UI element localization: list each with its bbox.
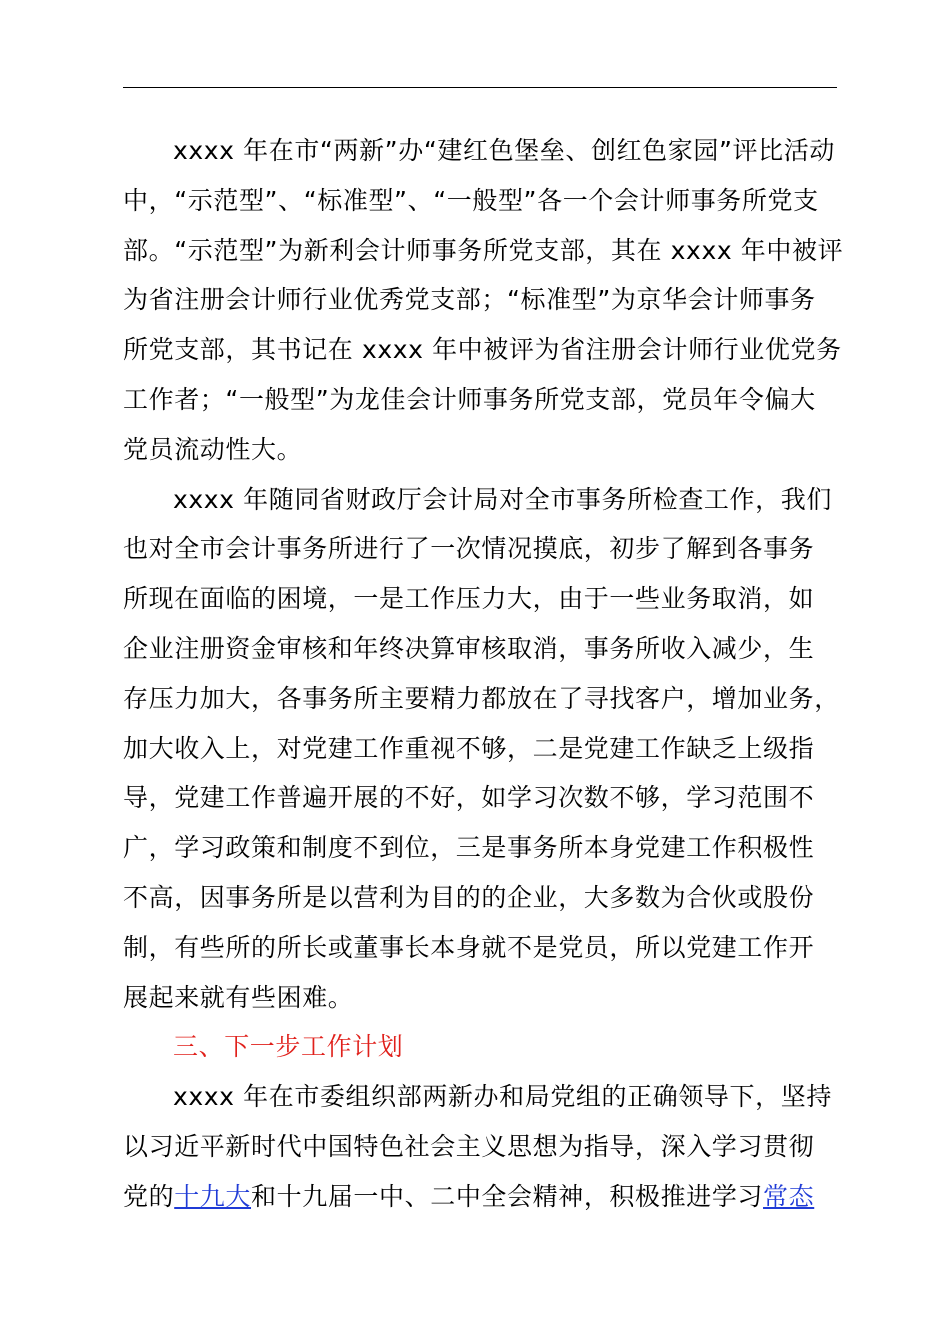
paragraph-line: 所现在面临的困境，一是工作压力大，由于一些业务取消，如	[123, 584, 815, 614]
paragraph-line: 部。“示范型”为新利会计师事务所党支部，其在 xxxx 年中被评	[123, 235, 844, 265]
paragraph-line: 中，“示范型”、“标准型”、“一般型”各一个会计师事务所党支	[123, 185, 819, 215]
link-shijiuda[interactable]: 十九大	[174, 1181, 252, 1211]
paragraph-line: xxxx 年在市“两新”办“建红色堡垒、创红色家园”评比活动	[173, 136, 835, 165]
paragraph-line: 也对全市会计事务所进行了一次情况摸底，初步了解到各事务	[123, 534, 815, 564]
paragraph-line: 不高，因事务所是以营利为目的的企业，大多数为合伙或股份	[123, 882, 815, 912]
paragraph-line: 党员流动性大。	[123, 434, 303, 464]
section-heading: 三、下一步工作计划	[173, 1032, 404, 1062]
paragraph-line: 企业注册资金审核和年终决算审核取消，事务所收入减少，生	[123, 633, 815, 663]
paragraph-line: 工作者；“一般型”为龙佳会计师事务所党支部，党员年令偏大	[123, 384, 816, 414]
paragraph-line: 导，党建工作普遍开展的不好，如学习次数不够，学习范围不	[123, 783, 815, 813]
link-changtai[interactable]: 常态	[763, 1181, 815, 1211]
paragraph-line: 制，有些所的所长或董事长本身就不是党员，所以党建工作开	[123, 932, 815, 962]
document-body	[123, 126, 863, 1222]
text-segment: 和十九届一中、二中全会精神，积极推进学习	[251, 1181, 764, 1211]
paragraph-line: 存压力加大，各事务所主要精力都放在了寻找客户，增加业务，	[123, 683, 840, 713]
paragraph-line: xxxx 年随同省财政厅会计局对全市事务所检查工作，我们	[173, 484, 832, 514]
paragraph-line: 所党支部，其书记在 xxxx 年中被评为省注册会计师行业优党务	[123, 335, 842, 365]
paragraph-line: 广，学习政策和制度不到位，三是事务所本身党建工作积极性	[123, 833, 815, 863]
paragraph-line: 展起来就有些困难。	[123, 982, 354, 1012]
text-segment: 党的	[123, 1181, 175, 1211]
paragraph-line: 以习近平新时代中国特色社会主义思想为指导，深入学习贯彻	[123, 1131, 815, 1161]
paragraph-line: 加大收入上，对党建工作重视不够，二是党建工作缺乏上级指	[123, 733, 815, 763]
header-rule	[123, 87, 837, 88]
paragraph-line: 为省注册会计师行业优秀党支部；“标准型”为京华会计师事务	[123, 285, 816, 315]
paragraph-line-with-links	[123, 1172, 863, 1222]
paragraph-line: xxxx 年在市委组织部两新办和局党组的正确领导下，坚持	[173, 1082, 832, 1112]
